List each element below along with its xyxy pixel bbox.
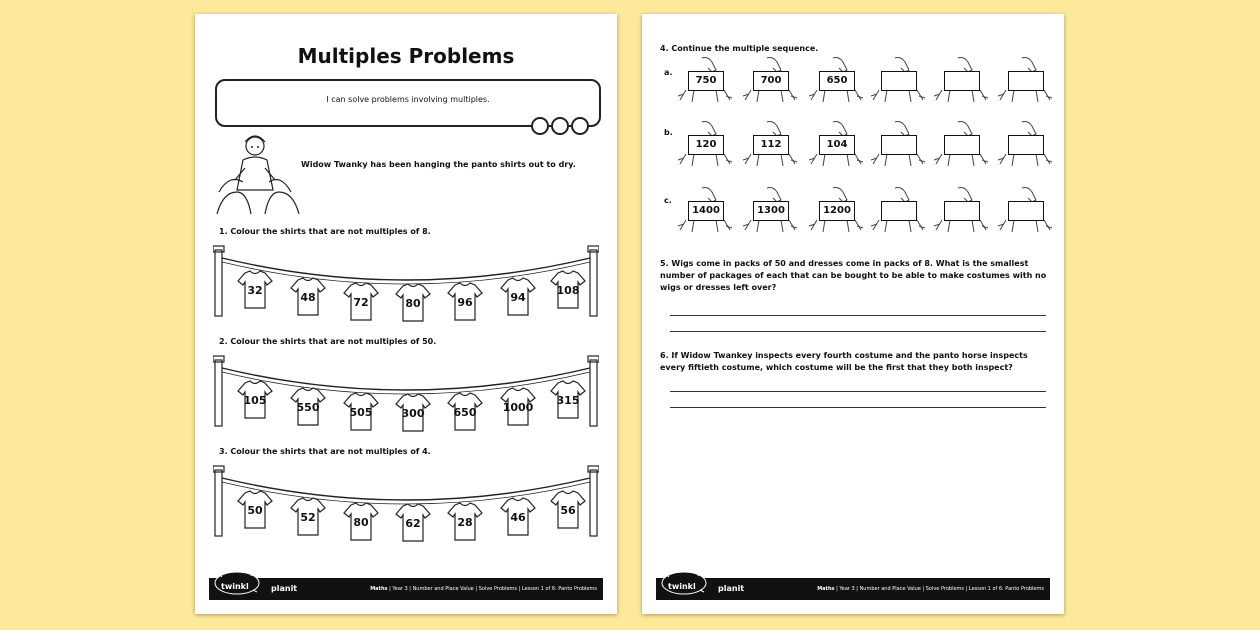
shirt[interactable] <box>550 270 586 310</box>
worksheet-page-2 <box>642 14 1064 614</box>
breadcrumb <box>817 586 1044 592</box>
shirt-number: 505 <box>349 406 373 419</box>
sequence-answer-box[interactable] <box>1008 201 1044 221</box>
subject-label: Maths <box>370 586 388 592</box>
shirt-number: 1000 <box>502 401 534 414</box>
shirt[interactable] <box>290 387 326 427</box>
panto-horse <box>741 56 799 106</box>
answer-line[interactable] <box>670 407 1046 408</box>
shirt[interactable] <box>343 282 379 322</box>
assessment-circle[interactable] <box>571 117 589 135</box>
answer-line[interactable] <box>670 331 1046 332</box>
shirt-number: 94 <box>510 291 526 304</box>
question-4-label: 4. Continue the multiple sequence. <box>660 44 819 53</box>
self-assessment-circles <box>531 117 589 135</box>
sequence-value: 700 <box>753 71 789 91</box>
answer-line[interactable] <box>670 315 1046 316</box>
sequence-answer-box[interactable] <box>881 135 917 155</box>
shirt-number: 80 <box>405 297 421 310</box>
shirt-number: 80 <box>353 516 369 529</box>
shirt-number: 46 <box>510 511 526 524</box>
sequence-answer-box[interactable] <box>881 201 917 221</box>
question-3-label: 3. Colour the shirts that are not multiples of 4. <box>219 447 431 456</box>
shirt-number: 56 <box>560 504 576 517</box>
shirt[interactable] <box>500 277 536 317</box>
sequence-value: 1200 <box>819 201 855 221</box>
shirt-number: 32 <box>247 284 263 297</box>
shirt-number: 550 <box>296 401 320 414</box>
shirt-number: 52 <box>300 511 316 524</box>
shirt[interactable] <box>395 283 431 323</box>
shirt[interactable] <box>237 270 273 310</box>
shirt-number: 105 <box>243 394 267 407</box>
sequence-answer-box[interactable] <box>1008 135 1044 155</box>
answer-line[interactable] <box>670 391 1046 392</box>
page-title: Multiples Problems <box>297 44 515 68</box>
panto-horse <box>676 56 734 106</box>
panto-horse <box>676 186 734 236</box>
sequence-c-label: c. <box>664 196 672 205</box>
panto-horse <box>869 56 927 106</box>
shirt-number: 48 <box>300 291 316 304</box>
shirt-number: 28 <box>457 516 473 529</box>
brand-name: twinkl <box>221 582 249 591</box>
sequence-value: 750 <box>688 71 724 91</box>
assessment-circle[interactable] <box>551 117 569 135</box>
assessment-circle[interactable] <box>531 117 549 135</box>
sequence-value: 112 <box>753 135 789 155</box>
learning-objective-box <box>215 79 601 127</box>
panto-horse <box>869 120 927 170</box>
worksheet-page-1 <box>195 14 617 614</box>
sequence-value: 104 <box>819 135 855 155</box>
shirt[interactable] <box>237 380 273 420</box>
breadcrumb-path: | Year 3 | Number and Place Value | Solve Problems | Lesson 1 of 6: Panto Problems <box>387 586 597 592</box>
sequence-a-label: a. <box>664 68 673 77</box>
shirt[interactable] <box>343 392 379 432</box>
shirt-number: 50 <box>247 504 263 517</box>
panto-horse <box>996 56 1054 106</box>
panto-horse <box>807 56 865 106</box>
brand-name: twinkl <box>668 582 696 591</box>
footer-bar <box>656 578 1050 600</box>
learning-objective: I can solve problems involving multiples. <box>326 95 490 104</box>
question-6-text: 6. If Widow Twankey inspects every fourth costume and the panto horse inspects every fiftieth costume, which costume will be the first that they both inspect? <box>660 351 1028 372</box>
sequence-answer-box[interactable] <box>881 71 917 91</box>
question-2-label: 2. Colour the shirts that are not multiples of 50. <box>219 337 437 346</box>
question-1-label: 1. Colour the shirts that are not multiples of 8. <box>219 227 431 236</box>
shirt[interactable] <box>237 490 273 530</box>
panto-horse <box>807 186 865 236</box>
shirt[interactable] <box>343 502 379 542</box>
panto-horse <box>932 186 990 236</box>
planit-label: planit <box>718 584 745 593</box>
shirt[interactable] <box>500 497 536 537</box>
shirt[interactable] <box>447 282 483 322</box>
panto-horse <box>741 120 799 170</box>
shirt-number: 315 <box>556 394 580 407</box>
shirt-number: 650 <box>453 406 477 419</box>
shirt[interactable] <box>290 497 326 537</box>
sequence-answer-box[interactable] <box>944 71 980 91</box>
footer-bar <box>209 578 603 600</box>
shirt[interactable] <box>447 502 483 542</box>
panto-horse <box>996 120 1054 170</box>
panto-horse <box>996 186 1054 236</box>
shirt-number: 108 <box>556 284 580 297</box>
shirt-number: 300 <box>401 407 425 420</box>
shirt[interactable] <box>395 503 431 543</box>
panto-horse <box>932 120 990 170</box>
shirt-number: 72 <box>353 296 369 309</box>
panto-horse <box>741 186 799 236</box>
sequence-b-label: b. <box>664 128 673 137</box>
breadcrumb <box>370 586 597 592</box>
sequence-answer-box[interactable] <box>944 135 980 155</box>
shirt[interactable] <box>550 380 586 420</box>
shirt[interactable] <box>500 387 536 427</box>
panto-horse <box>676 120 734 170</box>
question-5-text: 5. Wigs come in packs of 50 and dresses come in packs of 8. What is the smallest number of packages of each that can be bought to be able to make costumes with no wigs or dresses left over? <box>660 259 1047 292</box>
shirt-number: 96 <box>457 296 473 309</box>
sequence-answer-box[interactable] <box>1008 71 1044 91</box>
sequence-value: 120 <box>688 135 724 155</box>
panto-horse <box>807 120 865 170</box>
shirt[interactable] <box>447 392 483 432</box>
sequence-value: 1400 <box>688 201 724 221</box>
sequence-value: 650 <box>819 71 855 91</box>
sequence-answer-box[interactable] <box>944 201 980 221</box>
widow-twanky-illustration <box>215 132 301 216</box>
subject-label: Maths <box>817 586 835 592</box>
intro-text: Widow Twanky has been hanging the panto shirts out to dry. <box>301 160 576 169</box>
panto-horse <box>932 56 990 106</box>
planit-label: planit <box>271 584 298 593</box>
shirt[interactable] <box>550 490 586 530</box>
breadcrumb-path: | Year 3 | Number and Place Value | Solve Problems | Lesson 1 of 6: Panto Problems <box>834 586 1044 592</box>
shirt[interactable] <box>290 277 326 317</box>
sequence-value: 1300 <box>753 201 789 221</box>
shirt[interactable] <box>395 393 431 433</box>
panto-horse <box>869 186 927 236</box>
shirt-number: 62 <box>405 517 421 530</box>
